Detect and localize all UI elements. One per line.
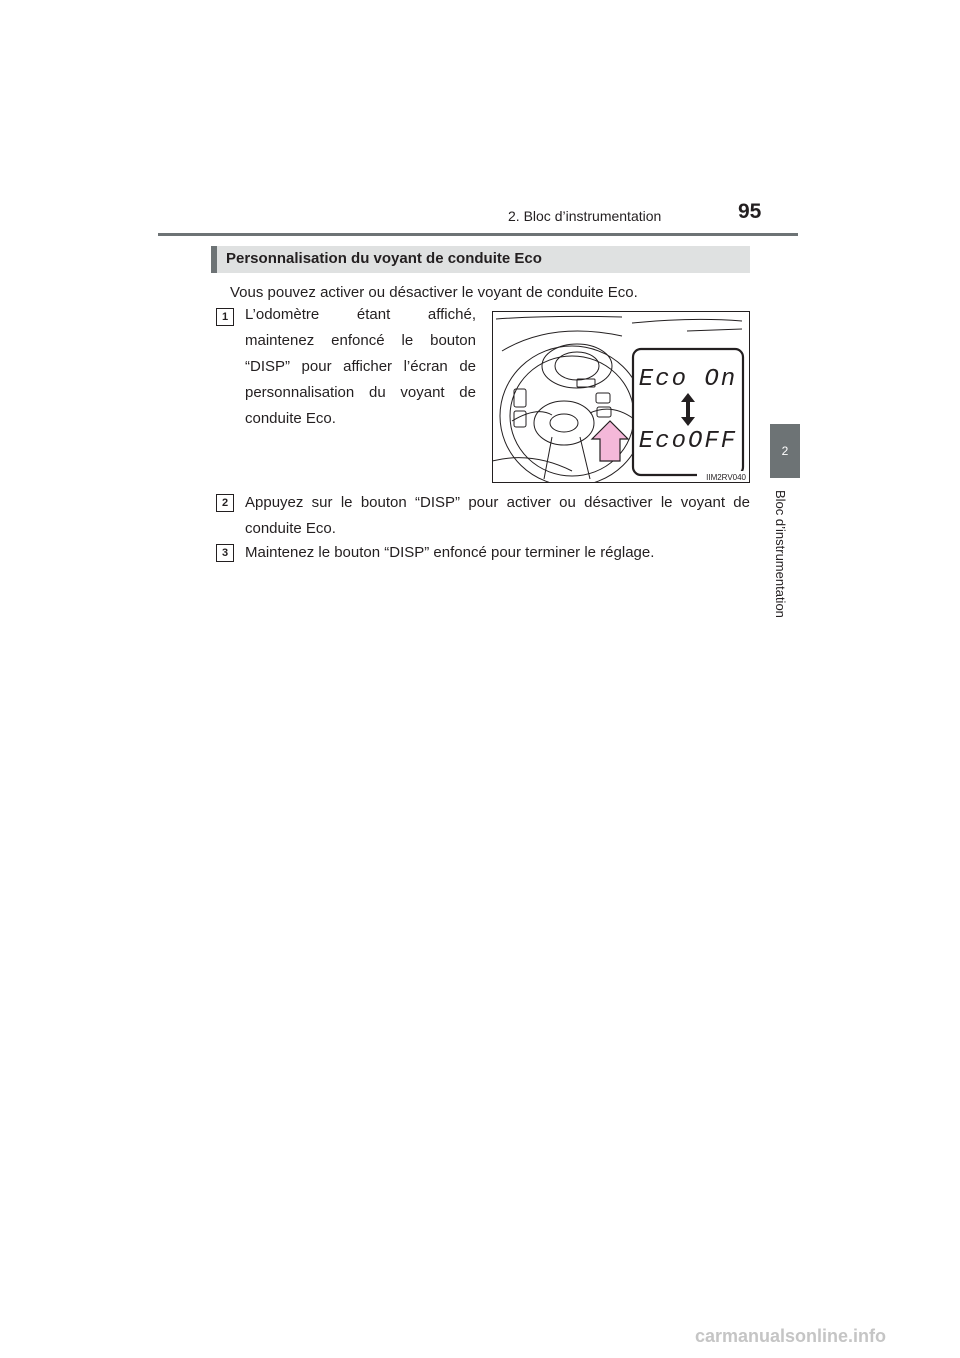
chapter-tab	[770, 424, 800, 478]
header-chapter-title: 2. Bloc d’instrumentation	[508, 208, 662, 224]
chapter-tab-number: 2	[781, 444, 789, 458]
step-3-text: Maintenez le bouton “DISP” enfoncé pour terminer le réglage.	[245, 544, 655, 561]
section-title: Personnalisation du voyant de conduite Eco	[226, 250, 542, 267]
section-intro: Vous pouvez activer ou désactiver le voyant de conduite Eco.	[230, 284, 638, 301]
step-1-badge: 1	[216, 308, 234, 326]
watermark: carmanualsonline.info	[695, 1326, 887, 1346]
page-number: 95	[738, 200, 762, 223]
eco-off-display-text: EcoOFF	[638, 428, 738, 455]
step-3-badge: 3	[216, 544, 234, 562]
chapter-side-label: Bloc d’instrumentation	[773, 490, 788, 618]
section-heading	[211, 246, 750, 273]
step-2-text: Appuyez sur le bouton “DISP” pour activer ou désactiver le voyant de conduite Eco.	[245, 494, 750, 537]
step-1-text: L’odomètre étant affiché, maintenez enfoncé le bouton “DISP” pour afficher l’écran de personnalisation du voyant de conduite Eco.	[245, 306, 476, 427]
step-2-badge: 2	[216, 494, 234, 512]
illustration-code: IIM2RV040	[706, 473, 746, 482]
eco-on-display-text: Eco On	[638, 366, 738, 393]
header-divider	[158, 233, 798, 236]
section-heading-bar	[211, 246, 217, 273]
steering-wheel-illustration	[492, 311, 750, 483]
